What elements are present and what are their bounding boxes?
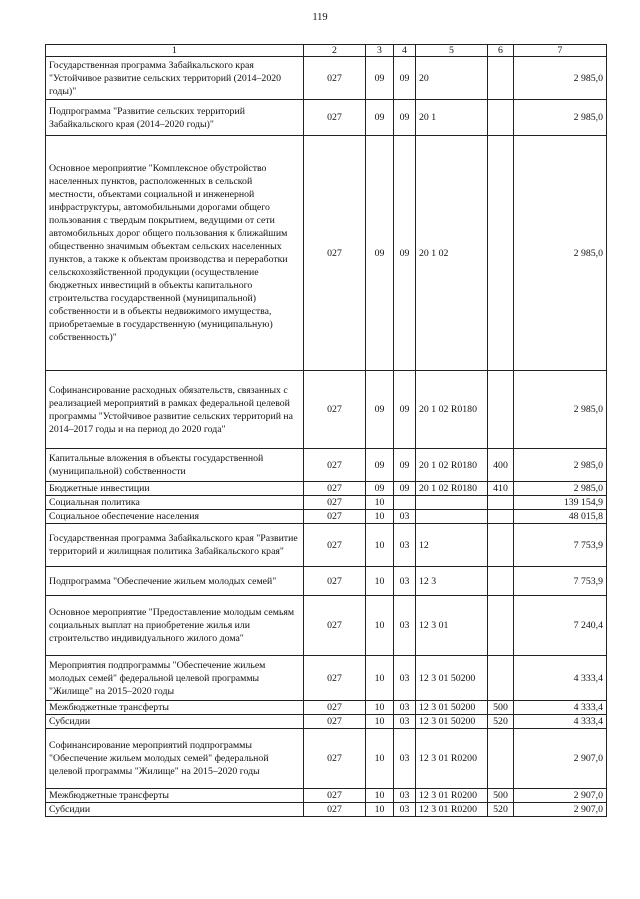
row-sum: 7 240,4 — [514, 596, 607, 656]
table-header-row — [46, 45, 607, 57]
row-code-csr: 20 — [416, 57, 488, 100]
row-code-rz: 09 — [366, 136, 394, 371]
row-code-pr: 09 — [394, 482, 416, 496]
row-name: Софинансирование мероприятий подпрограммы "Обеспечение жильем молодых семей" федеральной целевой программы "Жилище" на 2015–2020 годы — [46, 729, 304, 789]
row-code-pr: 03 — [394, 656, 416, 701]
row-code-pr: 03 — [394, 729, 416, 789]
row-code-rz: 10 — [366, 524, 394, 567]
row-sum: 2 907,0 — [514, 729, 607, 789]
row-code-vr — [488, 729, 514, 789]
table-row — [46, 510, 607, 524]
row-code-gr: 027 — [304, 482, 366, 496]
column-header: 2 — [304, 45, 366, 57]
row-sum: 4 333,4 — [514, 656, 607, 701]
row-name: Софинансирование расходных обязательств, связанных с реализацией мероприятий в рамках федеральной целевой программы "Устойчивое развитие сельских территорий на 2014–2017 годы и на период до 2020 года" — [46, 371, 304, 449]
row-code-pr: 09 — [394, 449, 416, 482]
column-header: 4 — [394, 45, 416, 57]
row-code-pr: 09 — [394, 136, 416, 371]
column-header: 5 — [416, 45, 488, 57]
row-code-csr: 12 3 01 R0200 — [416, 789, 488, 803]
row-code-gr: 027 — [304, 57, 366, 100]
row-code-pr: 03 — [394, 789, 416, 803]
row-code-rz: 10 — [366, 803, 394, 817]
row-code-gr: 027 — [304, 715, 366, 729]
table-row — [46, 136, 607, 371]
row-name: Бюджетные инвестиции — [46, 482, 304, 496]
row-code-vr: 500 — [488, 701, 514, 715]
row-code-pr: 03 — [394, 524, 416, 567]
row-code-rz: 10 — [366, 729, 394, 789]
table-row — [46, 449, 607, 482]
row-sum: 2 985,0 — [514, 136, 607, 371]
table-row — [46, 729, 607, 789]
row-code-vr: 520 — [488, 715, 514, 729]
table-row — [46, 100, 607, 136]
row-code-vr: 400 — [488, 449, 514, 482]
row-code-csr: 12 — [416, 524, 488, 567]
row-code-rz: 10 — [366, 510, 394, 524]
row-code-gr: 027 — [304, 729, 366, 789]
row-code-pr: 03 — [394, 596, 416, 656]
column-header: 7 — [514, 45, 607, 57]
row-code-vr — [488, 524, 514, 567]
row-code-rz: 10 — [366, 496, 394, 510]
row-code-vr — [488, 136, 514, 371]
row-code-pr: 03 — [394, 715, 416, 729]
row-code-csr — [416, 496, 488, 510]
row-code-pr: 09 — [394, 371, 416, 449]
row-code-rz: 10 — [366, 567, 394, 596]
row-code-rz: 09 — [366, 371, 394, 449]
table-row — [46, 715, 607, 729]
row-code-pr: 03 — [394, 701, 416, 715]
row-code-vr: 520 — [488, 803, 514, 817]
row-code-vr — [488, 496, 514, 510]
row-code-vr — [488, 371, 514, 449]
row-sum: 139 154,9 — [514, 496, 607, 510]
row-sum: 7 753,9 — [514, 567, 607, 596]
row-sum: 2 985,0 — [514, 371, 607, 449]
row-code-gr: 027 — [304, 656, 366, 701]
table-row — [46, 496, 607, 510]
table-row — [46, 57, 607, 100]
row-code-vr — [488, 596, 514, 656]
row-sum: 48 015,8 — [514, 510, 607, 524]
row-sum: 4 333,4 — [514, 701, 607, 715]
row-name: Подпрограмма "Развитие сельских территорий Забайкальского края (2014–2020 годы)" — [46, 100, 304, 136]
row-code-csr: 12 3 01 — [416, 596, 488, 656]
row-code-gr: 027 — [304, 524, 366, 567]
row-code-gr: 027 — [304, 701, 366, 715]
row-code-vr — [488, 100, 514, 136]
row-code-rz: 10 — [366, 656, 394, 701]
row-code-gr: 027 — [304, 510, 366, 524]
row-name: Межбюджетные трансферты — [46, 789, 304, 803]
row-name: Основное мероприятие "Комплексное обустройство населенных пунктов, расположенных в сельской местности, объектами социальной и инженерной инфраструктуры, автомобильными дорогами общего пользования с твердым покрытием, ведущими от сети автомобильных дорог общего пользования к ближайшим общественно значимым объектам сельских населенных пунктов, а также к объектам производства и переработки сельскохозяйственной продукции (осуществление бюджетных инвестиций в объекты капитального строительства государственной (муниципальной) собственности и в объекты недвижимого имущества, приобретаемые в государственную (муниципальную) собственность)" — [46, 136, 304, 371]
row-code-csr: 20 1 02 — [416, 136, 488, 371]
row-code-gr: 027 — [304, 567, 366, 596]
column-header: 3 — [366, 45, 394, 57]
table-row — [46, 567, 607, 596]
table-row — [46, 596, 607, 656]
table-row — [46, 701, 607, 715]
row-code-gr: 027 — [304, 136, 366, 371]
row-name: Социальная политика — [46, 496, 304, 510]
row-code-csr: 20 1 02 R0180 — [416, 482, 488, 496]
row-name: Мероприятия подпрограммы "Обеспечение жильем молодых семей" федеральной целевой программы "Жилище" на 2015–2020 годы — [46, 656, 304, 701]
row-code-csr: 20 1 — [416, 100, 488, 136]
row-code-vr: 410 — [488, 482, 514, 496]
row-sum: 2 985,0 — [514, 449, 607, 482]
table-row — [46, 482, 607, 496]
page-number: 119 — [312, 12, 328, 23]
row-code-pr: 03 — [394, 510, 416, 524]
budget-table — [45, 44, 607, 817]
row-code-pr: 03 — [394, 803, 416, 817]
row-sum: 4 333,4 — [514, 715, 607, 729]
table-row — [46, 803, 607, 817]
row-code-rz: 10 — [366, 789, 394, 803]
row-sum: 2 907,0 — [514, 789, 607, 803]
row-sum: 2 985,0 — [514, 482, 607, 496]
row-code-vr: 500 — [488, 789, 514, 803]
row-name: Межбюджетные трансферты — [46, 701, 304, 715]
row-sum: 2 907,0 — [514, 803, 607, 817]
row-code-rz: 10 — [366, 701, 394, 715]
row-code-gr: 027 — [304, 789, 366, 803]
table-row — [46, 656, 607, 701]
row-code-rz: 09 — [366, 57, 394, 100]
row-code-rz: 10 — [366, 715, 394, 729]
row-code-csr: 12 3 01 50200 — [416, 701, 488, 715]
row-name: Государственная программа Забайкальского края "Развитие территорий и жилищная политика Забайкальского края" — [46, 524, 304, 567]
row-code-gr: 027 — [304, 803, 366, 817]
row-code-vr — [488, 656, 514, 701]
row-code-rz: 10 — [366, 596, 394, 656]
row-code-gr: 027 — [304, 371, 366, 449]
row-code-vr — [488, 567, 514, 596]
row-sum: 2 985,0 — [514, 57, 607, 100]
row-code-csr: 12 3 — [416, 567, 488, 596]
row-sum: 2 985,0 — [514, 100, 607, 136]
column-header: 1 — [46, 45, 304, 57]
row-code-vr — [488, 57, 514, 100]
row-code-pr: 09 — [394, 57, 416, 100]
row-code-csr: 20 1 02 R0180 — [416, 371, 488, 449]
budget-table-body — [46, 45, 607, 817]
table-row — [46, 524, 607, 567]
row-name: Основное мероприятие "Предоставление молодым семьям социальных выплат на приобретение жилья или строительство индивидуального жилого дома" — [46, 596, 304, 656]
row-code-vr — [488, 510, 514, 524]
table-row — [46, 789, 607, 803]
row-code-rz: 09 — [366, 482, 394, 496]
row-name: Государственная программа Забайкальского края "Устойчивое развитие сельских территорий (2014–2020 годы)" — [46, 57, 304, 100]
row-code-csr: 12 3 01 R0200 — [416, 803, 488, 817]
row-code-csr — [416, 510, 488, 524]
row-code-gr: 027 — [304, 596, 366, 656]
row-name: Капитальные вложения в объекты государственной (муниципальной) собственности — [46, 449, 304, 482]
row-name: Субсидии — [46, 715, 304, 729]
row-code-csr: 12 3 01 R0200 — [416, 729, 488, 789]
row-name: Субсидии — [46, 803, 304, 817]
row-name: Подпрограмма "Обеспечение жильем молодых семей" — [46, 567, 304, 596]
row-code-pr — [394, 496, 416, 510]
column-header: 6 — [488, 45, 514, 57]
row-name: Социальное обеспечение населения — [46, 510, 304, 524]
row-code-csr: 12 3 01 50200 — [416, 715, 488, 729]
row-code-pr: 03 — [394, 567, 416, 596]
row-code-rz: 09 — [366, 449, 394, 482]
row-code-gr: 027 — [304, 496, 366, 510]
row-code-rz: 09 — [366, 100, 394, 136]
row-code-gr: 027 — [304, 449, 366, 482]
row-code-gr: 027 — [304, 100, 366, 136]
row-code-csr: 12 3 01 50200 — [416, 656, 488, 701]
table-row — [46, 371, 607, 449]
row-code-csr: 20 1 02 R0180 — [416, 449, 488, 482]
row-sum: 7 753,9 — [514, 524, 607, 567]
row-code-pr: 09 — [394, 100, 416, 136]
